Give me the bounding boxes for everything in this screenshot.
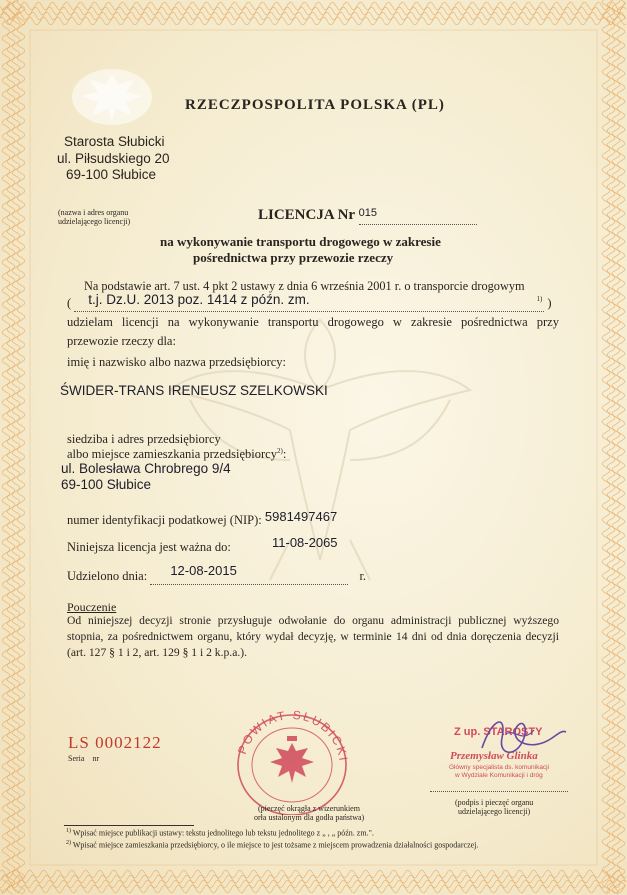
license-subtitle-2: pośrednictwa przy przewozie rzeczy <box>193 250 394 265</box>
stamp-officer-dept: w Wydziale Komunikacji i dróg <box>455 772 543 779</box>
journal-open-paren: ( <box>67 296 72 310</box>
serial-caption: Seria nr <box>68 754 100 763</box>
journal-close-paren: ) <box>547 296 552 310</box>
signature-caption-1: (podpis i pieczęć organu <box>455 798 534 807</box>
footnote-1 <box>66 828 374 838</box>
issued-date: 12-08-2015 <box>170 563 237 578</box>
serial-number: LS 0002122 <box>68 733 162 752</box>
issuer-caption-1: (nazwa i adres organu <box>58 208 129 217</box>
seat-label-text: albo miejsce zamieszkania przedsiębiorcy <box>67 447 277 462</box>
seat-label-colon: : <box>282 447 287 462</box>
guilloche-line <box>0 875 626 883</box>
issuer-name: Starosta Słubicki <box>64 134 165 149</box>
footnote-1-mark: 1) <box>66 828 71 834</box>
seat-label-1: siedziba i adres przedsiębiorcy <box>67 432 221 446</box>
company-name: ŚWIDER-TRANS IRENEUSZ SZELKOWSKI <box>60 383 328 398</box>
eagle-watermark-icon <box>62 62 162 132</box>
stamp-officer-name: Przemysław Glinka <box>450 750 538 762</box>
handwritten-signature-icon <box>462 708 572 768</box>
round-seal-icon <box>230 705 354 815</box>
valid-label: Niniejsza licencja jest ważna do: <box>67 540 231 554</box>
footnote-2 <box>66 840 478 850</box>
country-title: RZECZPOSPOLITA POLSKA (PL) <box>185 97 445 113</box>
guilloche-line <box>2 0 10 894</box>
guilloche-line <box>607 0 615 894</box>
guilloche-line <box>0 885 626 893</box>
nip-label: numer identyfikacji podatkowej (NIP): <box>67 513 262 527</box>
guilloche-line <box>17 0 25 894</box>
seal-caption-1: (pieczęć okrągła z wizerunkiem <box>258 804 360 813</box>
license-number-line <box>359 207 477 225</box>
footnote-divider <box>64 825 194 826</box>
notice-text: Od niniejszej decyzji stronie przysługuje odwołanie do organu administracji publicznej wyższego stopnia, za pośrednictwem organu, który wydał decyzję, w terminie 14 dni od dnia doręczenia decyzji (art. 127 § 1 i 2, art. 129 § 1 i 2 k.p.a.). <box>67 614 559 659</box>
nip-row <box>67 509 338 528</box>
issued-date-line <box>150 563 348 585</box>
nip-value: 5981497467 <box>264 509 338 524</box>
issuer-caption-2: udzielającego licencji) <box>58 217 131 226</box>
issued-label: Udzielono dnia: <box>67 569 148 583</box>
stamp-authority: Z up. STAROSTY <box>454 726 543 738</box>
seal-caption-2: orła ustalonym dla godła państwa) <box>254 813 365 822</box>
issuer-city: 69-100 Słubice <box>66 167 157 182</box>
seal-ring-text: POWIAT SŁUBICKI <box>234 707 351 764</box>
grant-statement: udzielam licencji na wykonywanie transportu drogowego w zakresie pośrednictwa przy przewozie rzeczy dla: <box>67 315 559 348</box>
entrepreneur-name-label: imię i nazwisko albo nazwa przedsiębiorcy: <box>67 355 287 369</box>
address-city: 69-100 Słubice <box>61 477 152 492</box>
footnote-2-mark: 2) <box>66 840 71 846</box>
guilloche-line <box>7 0 15 894</box>
stamp-officer-role: Główny specjalista ds. komunikacji <box>449 764 550 771</box>
journal-line <box>67 292 552 312</box>
journal-footnote-ref: 1) <box>536 295 543 303</box>
valid-date: 11-08-2065 <box>272 535 338 550</box>
issued-suffix: r. <box>359 569 367 583</box>
guilloche-line <box>602 0 610 894</box>
license-title <box>258 207 477 225</box>
notice-heading: Pouczenie <box>67 600 117 614</box>
legal-basis: Na podstawie art. 7 ust. 4 pkt 2 ustawy z dnia 6 września 2001 r. o transporcie drogowym <box>84 279 525 293</box>
journal-dotted-line <box>74 292 544 312</box>
guilloche-line <box>0 12 626 20</box>
journal-reference: t.j. Dz.U. 2013 poz. 1414 z późn. zm. <box>88 292 310 307</box>
signature-dotted-line <box>430 791 568 792</box>
issuer-street: ul. Piłsudskiego 20 <box>57 151 170 166</box>
footnote-2-text: Wpisać miejsce zamieszkania przedsiębiorcy, o ile miejsce to jest tożsame z miejscem prowadzenia działalności gospodarczej. <box>72 840 479 850</box>
address-street: ul. Bolesława Chrobrego 9/4 <box>61 461 231 476</box>
license-number: 015 <box>358 207 377 219</box>
seat-footnote-ref: 2) <box>276 447 283 455</box>
seat-label-2 <box>67 447 286 462</box>
signature-caption-2: udzielającego licencji) <box>458 807 531 816</box>
license-subtitle-1: na wykonywanie transportu drogowego w zakresie <box>160 234 441 249</box>
license-title-label: LICENCJA Nr <box>258 207 355 223</box>
footnote-1-text: Wpisać miejsce publikacji ustawy: tekstu jednolitego lub tekstu jednolitego z „ , „ późn. zm.". <box>72 828 374 838</box>
guilloche-line <box>0 870 626 878</box>
issued-row <box>67 563 367 585</box>
